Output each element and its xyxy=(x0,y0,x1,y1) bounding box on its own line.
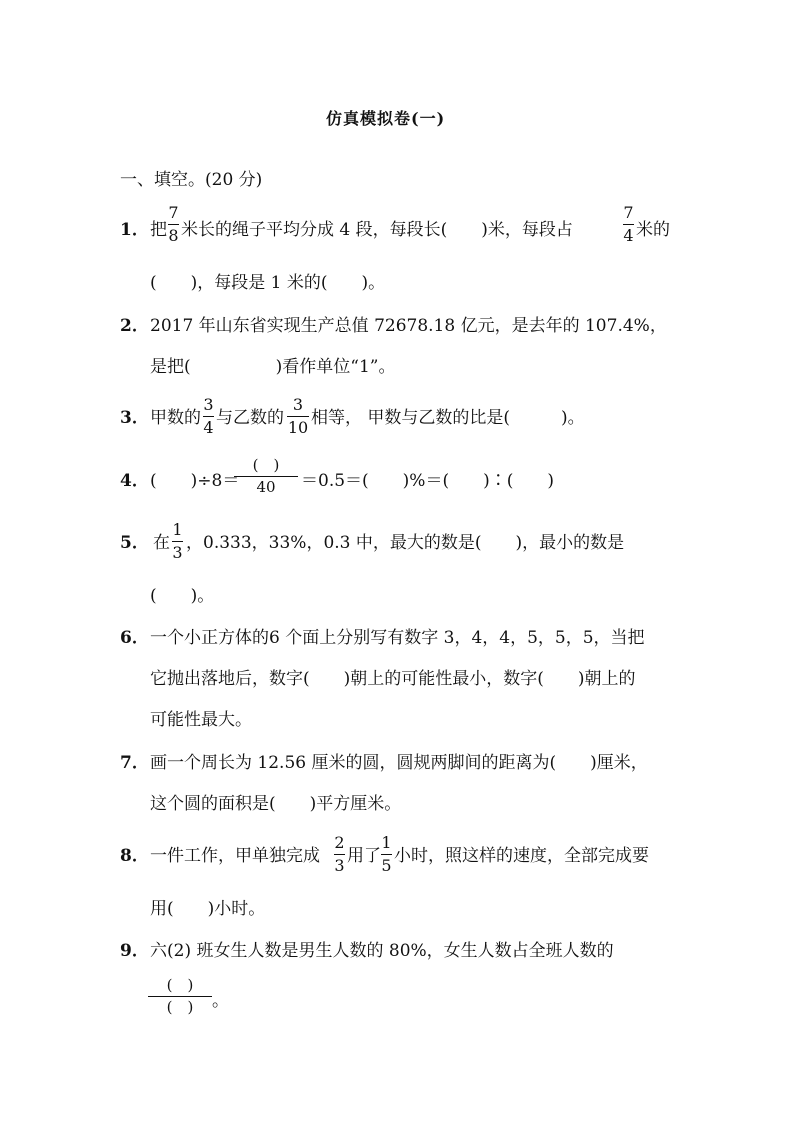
fraction xyxy=(381,835,392,874)
fraction xyxy=(172,522,183,561)
fraction xyxy=(234,458,298,495)
question-text: ( )÷8＝ xyxy=(150,471,240,491)
question-text: 相等， 甲数与乙数的比是( )。 xyxy=(311,408,585,428)
question-number: 4． xyxy=(120,471,149,491)
question-text: 小时，照这样的速度，全部完成要 xyxy=(394,846,649,866)
fraction-numerator: 3 xyxy=(203,395,214,414)
question-number: 5． xyxy=(120,533,149,553)
page-title: 仿真模拟卷(一) xyxy=(326,109,446,128)
fraction-denominator: 8 xyxy=(168,226,179,245)
fraction-bar xyxy=(148,996,212,997)
fraction-denominator: 4 xyxy=(623,226,634,245)
fraction-bar xyxy=(287,416,309,417)
fraction xyxy=(334,835,345,874)
question-text: 六(2) 班女生人数是男生人数的 80%，女生人数占全班人数的 xyxy=(150,941,614,961)
question-number: 3． xyxy=(120,408,149,428)
question-text: 用( )小时。 xyxy=(150,899,266,919)
fraction-denominator: 10 xyxy=(287,418,309,437)
fraction-bar xyxy=(203,416,214,417)
section-heading: 一、填空。(20 分) xyxy=(120,170,263,190)
fraction xyxy=(287,397,309,436)
fraction-numerator: ( ) xyxy=(252,456,280,474)
question-number: 7． xyxy=(120,753,149,773)
fraction-numerator: ( ) xyxy=(166,976,194,994)
fraction-numerator: 2 xyxy=(334,833,345,852)
question-text: 可能性最大。 xyxy=(150,710,252,730)
fraction-denominator: 5 xyxy=(381,856,392,875)
question-text: 把 xyxy=(150,220,167,240)
fraction xyxy=(203,397,214,436)
question-text: ，0.333，33%，0.3 中，最大的数是( )，最小的数是 xyxy=(186,533,625,553)
question-number: 2． xyxy=(120,316,149,336)
question-text: ＝0.5＝( )%＝( )∶( ) xyxy=(301,471,554,491)
question-text: 2017 年山东省实现生产总值 72678.18 亿元，是去年的 107.4%， xyxy=(150,316,667,336)
fraction-denominator: 40 xyxy=(256,478,276,496)
question-text: 米的 xyxy=(636,220,670,240)
fraction-bar xyxy=(623,224,634,225)
fraction xyxy=(623,205,634,244)
fraction-bar xyxy=(381,854,392,855)
fraction-numerator: 3 xyxy=(292,395,304,414)
question-text: 米长的绳子平均分成 4 段，每段长( )米，每段占 xyxy=(181,220,573,240)
fraction-denominator: 3 xyxy=(334,856,345,875)
question-text: 是把( )看作单位“1”。 xyxy=(150,357,396,377)
fraction xyxy=(168,205,179,244)
question-text: 这个圆的面积是( )平方厘米。 xyxy=(150,794,402,814)
question-text: 一个小正方体的6 个面上分别写有数字 3，4，4，5，5，5，当把 xyxy=(150,628,645,648)
fraction-numerator: 1 xyxy=(172,520,183,539)
question-text: 与乙数的 xyxy=(216,408,284,428)
fraction-bar xyxy=(234,476,298,477)
fraction-denominator: 3 xyxy=(172,543,183,562)
fraction-numerator: 7 xyxy=(168,203,179,222)
question-text: 在 xyxy=(153,533,170,553)
question-number: 9． xyxy=(120,941,149,961)
question-text: 它抛出落地后，数字( )朝上的可能性最小，数字( )朝上的 xyxy=(150,669,636,689)
question-text: 。 xyxy=(212,991,229,1011)
question-text: ( )，每段是 1 米的( )。 xyxy=(150,273,386,293)
fraction-bar xyxy=(168,224,179,225)
question-number: 6． xyxy=(120,628,149,648)
question-text: 一件工作，甲单独完成 xyxy=(150,846,320,866)
question-text: 画一个周长为 12.56 厘米的圆，圆规两脚间的距离为( )厘米， xyxy=(150,753,648,773)
fraction xyxy=(148,978,212,1015)
question-text: ( )。 xyxy=(150,586,215,606)
fraction-numerator: 7 xyxy=(623,203,634,222)
fraction-denominator: ( ) xyxy=(166,998,194,1016)
question-text: 甲数的 xyxy=(150,408,201,428)
question-number: 8． xyxy=(120,846,149,866)
question-number: 1． xyxy=(120,220,149,240)
fraction-bar xyxy=(172,541,183,542)
fraction-denominator: 4 xyxy=(203,418,214,437)
fraction-numerator: 1 xyxy=(381,833,392,852)
fraction-bar xyxy=(334,854,345,855)
question-text: 用了 xyxy=(347,846,381,866)
